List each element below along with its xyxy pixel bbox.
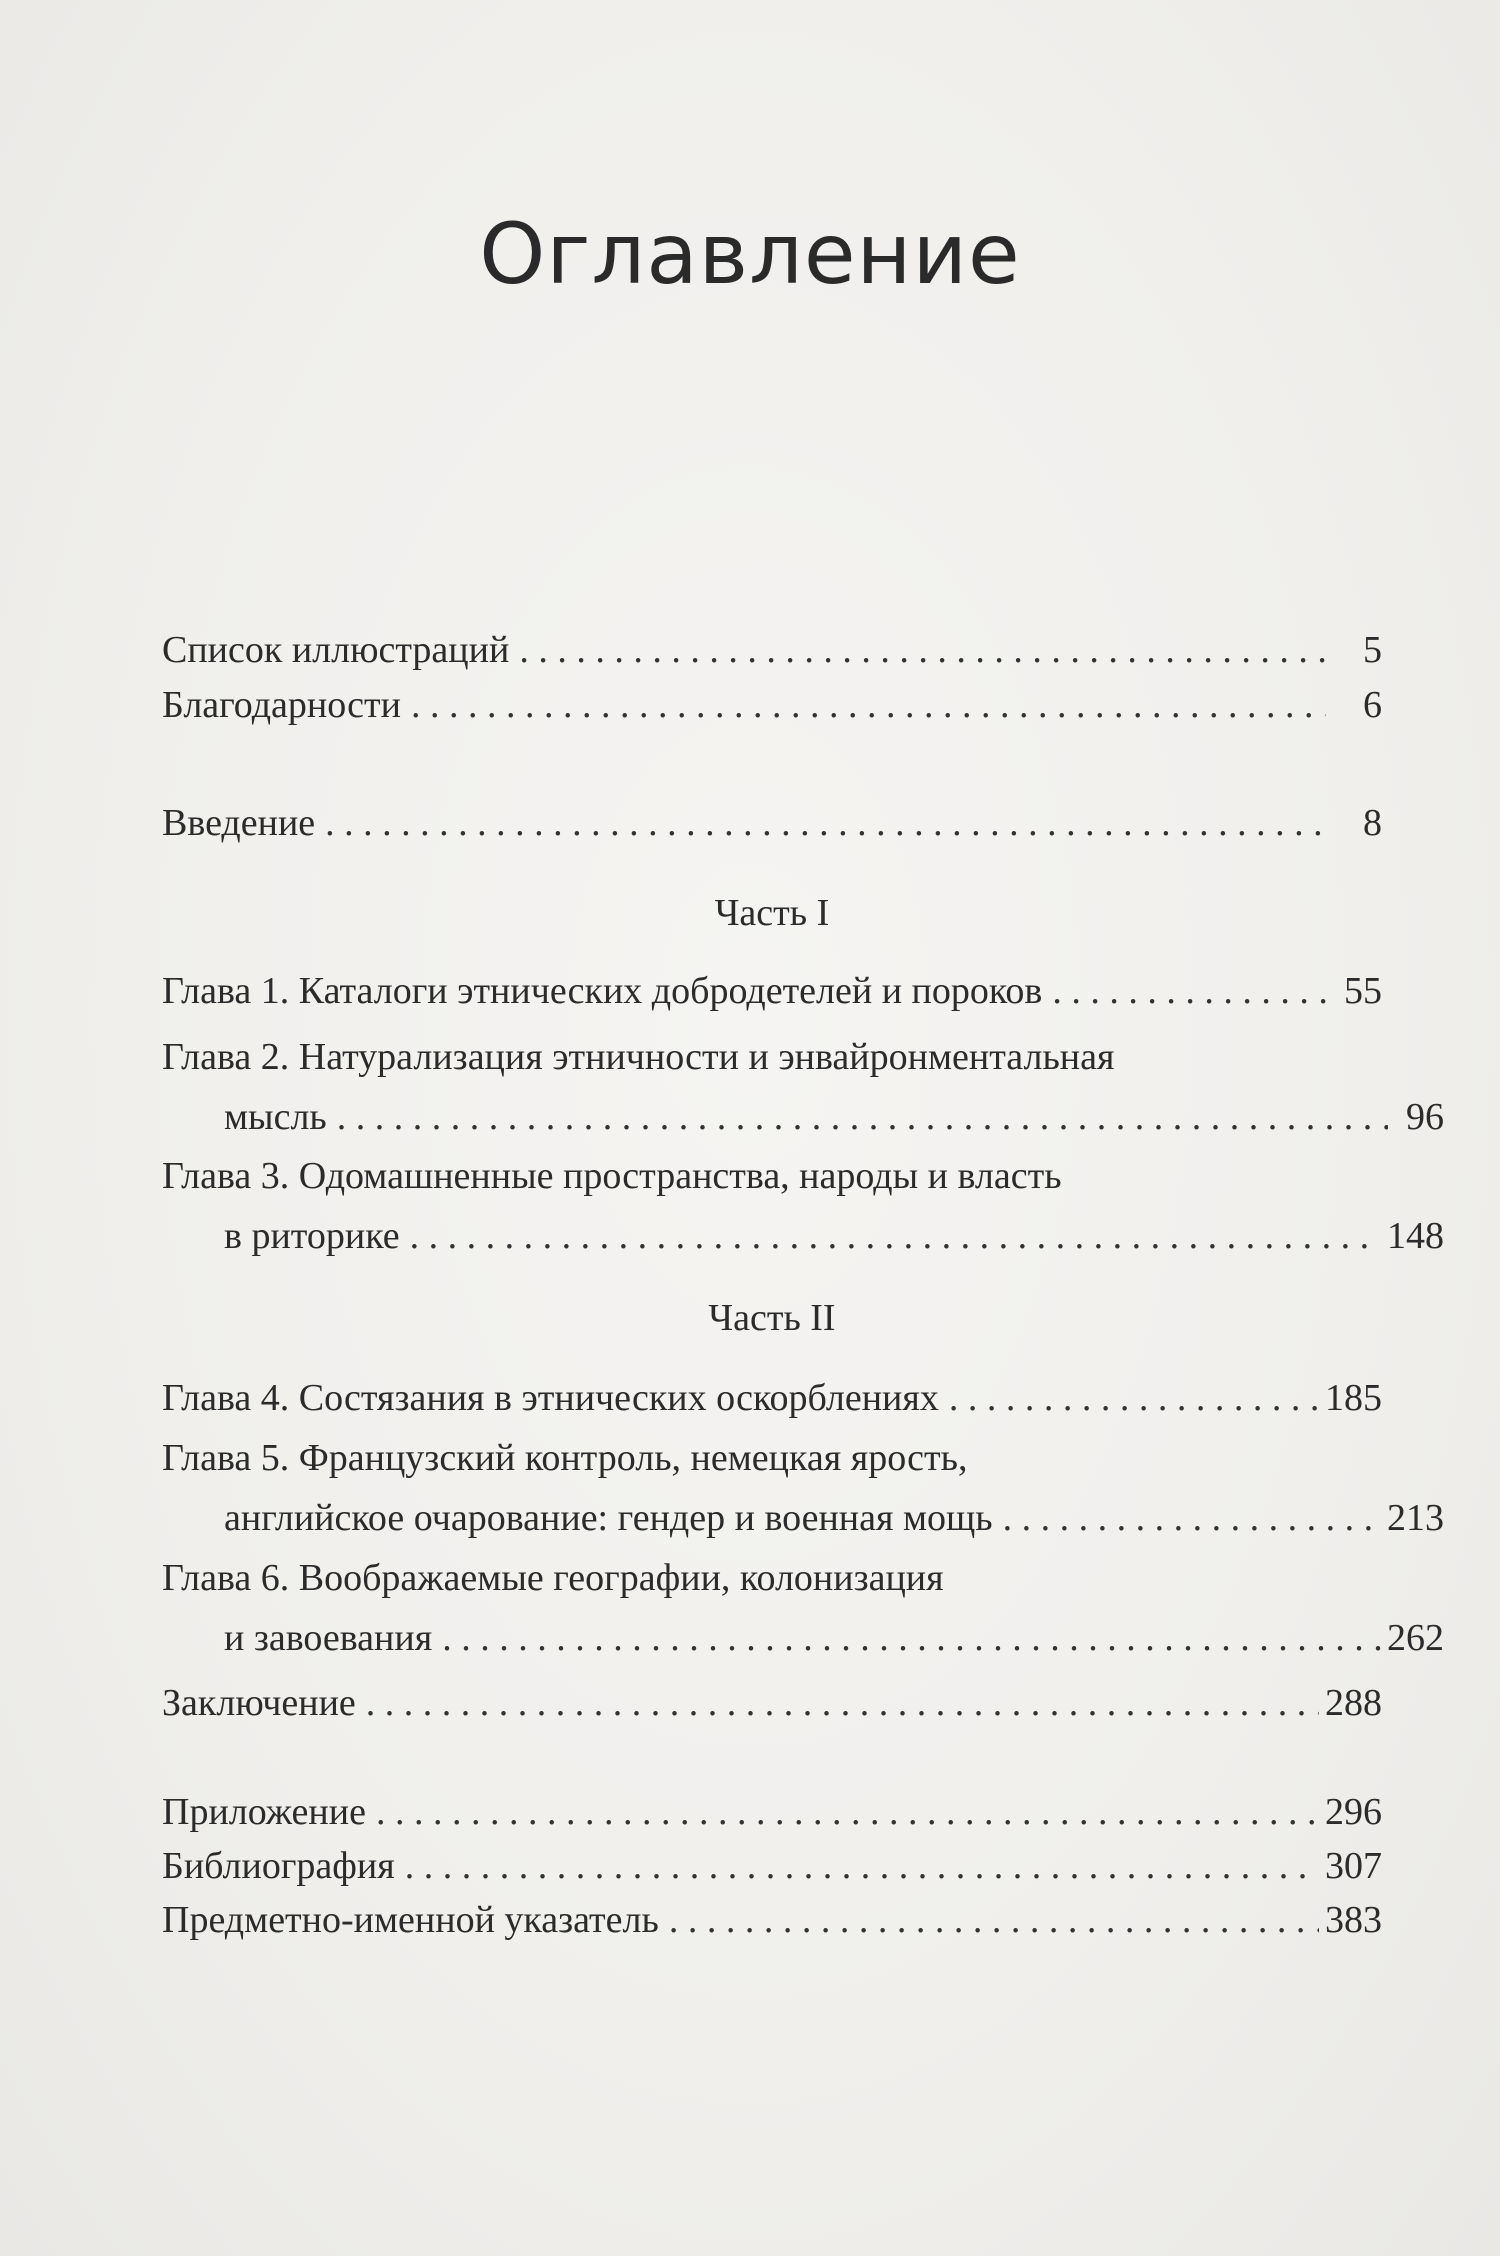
toc-page-number: 5 bbox=[1363, 629, 1382, 671]
leader-dots bbox=[669, 1890, 1319, 1950]
toc-entry-label-line1: Глава 5. Французский контроль, немецкая ярость, bbox=[162, 1437, 968, 1479]
toc-entry-label-line2: в риторике bbox=[224, 1215, 400, 1257]
toc-entry-chapter-2 bbox=[162, 1027, 1444, 1147]
toc-page-number: 383 bbox=[1325, 1899, 1382, 1941]
toc-entry-label-line1: Глава 2. Натурализация этничности и энвайронментальная bbox=[162, 1036, 1115, 1078]
toc-entry-chapter-3 bbox=[162, 1146, 1444, 1266]
toc-entry-acknowledgements bbox=[162, 675, 1382, 735]
toc-entry-label: Список иллюстраций bbox=[162, 629, 510, 671]
toc-entry-label-line2: мысль bbox=[224, 1096, 327, 1138]
toc-entry-introduction bbox=[162, 793, 1382, 853]
toc-page-number: 148 bbox=[1387, 1215, 1444, 1257]
toc-entry-label: Библиография bbox=[162, 1845, 395, 1887]
leader-dots bbox=[411, 675, 1326, 735]
leader-dots bbox=[519, 620, 1326, 680]
toc-entry-label: Глава 1. Каталоги этнических добродетелей и пороков bbox=[162, 970, 1043, 1012]
toc-entry-label: Приложение bbox=[162, 1791, 366, 1833]
part-heading-2: Часть II bbox=[708, 1297, 836, 1339]
leader-dots bbox=[949, 1368, 1319, 1428]
leader-dots bbox=[337, 1087, 1388, 1147]
leader-dots bbox=[410, 1206, 1381, 1266]
toc-entry-label: Глава 4. Состязания в этнических оскорблениях bbox=[162, 1377, 939, 1419]
toc-page-number: 296 bbox=[1325, 1791, 1382, 1833]
toc-entry-chapter-1 bbox=[162, 961, 1382, 1021]
leader-dots bbox=[366, 1673, 1319, 1733]
page-title: Оглавление bbox=[479, 205, 1021, 303]
leader-dots bbox=[376, 1782, 1319, 1842]
leader-dots bbox=[325, 793, 1326, 853]
toc-entry-label: Заключение bbox=[162, 1682, 356, 1724]
toc-entry-chapter-6 bbox=[162, 1548, 1444, 1668]
toc-page-number: 307 bbox=[1325, 1845, 1382, 1887]
toc-page-number: 213 bbox=[1387, 1497, 1444, 1539]
part-heading-1: Часть I bbox=[714, 892, 830, 934]
toc-entry-label: Благодарности bbox=[162, 684, 401, 726]
toc-entry-conclusion bbox=[162, 1673, 1382, 1733]
toc-page-number: 288 bbox=[1325, 1682, 1382, 1724]
leader-dots bbox=[1052, 961, 1326, 1021]
toc-entry-label-line2: английское очарование: гендер и военная мощь bbox=[224, 1497, 993, 1539]
toc-entry-illustrations bbox=[162, 620, 1382, 680]
toc-entry-label-line1: Глава 6. Воображаемые географии, колонизация bbox=[162, 1557, 944, 1599]
toc-entry-chapter-5 bbox=[162, 1428, 1444, 1548]
toc-page-number: 262 bbox=[1387, 1617, 1444, 1659]
toc-page-number: 55 bbox=[1344, 970, 1382, 1012]
toc-entry-chapter-4 bbox=[162, 1368, 1382, 1428]
leader-dots bbox=[405, 1836, 1319, 1896]
toc-page-number: 96 bbox=[1406, 1096, 1444, 1138]
toc-page-number: 6 bbox=[1363, 684, 1382, 726]
toc-entry-bibliography bbox=[162, 1836, 1382, 1896]
toc-entry-label-line1: Глава 3. Одомашненные пространства, народы и власть bbox=[162, 1155, 1062, 1197]
toc-entry-appendix bbox=[162, 1782, 1382, 1842]
toc-entry-label: Введение bbox=[162, 802, 316, 844]
toc-entry-label: Предметно-именной указатель bbox=[162, 1899, 659, 1941]
leader-dots bbox=[1003, 1488, 1381, 1548]
toc-entry-index bbox=[162, 1890, 1382, 1950]
toc-page-number: 8 bbox=[1363, 802, 1382, 844]
leader-dots bbox=[442, 1608, 1381, 1668]
toc-entry-label-line2: и завоевания bbox=[224, 1617, 433, 1659]
toc-page-number: 185 bbox=[1325, 1377, 1382, 1419]
